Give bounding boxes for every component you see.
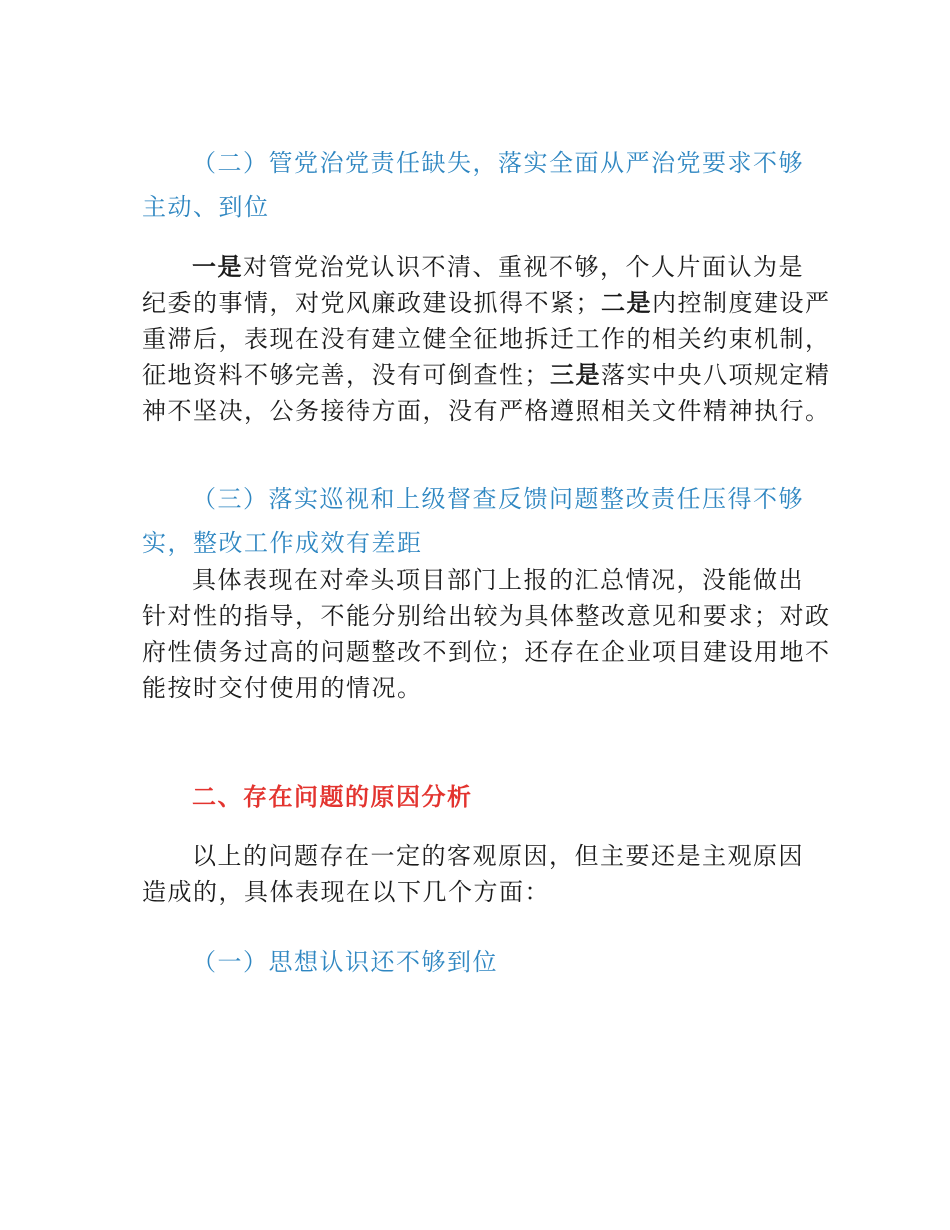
paragraph-2-line2-text-b: 内控制度建设严 [652, 289, 831, 317]
bold-marker-2: 二是 [601, 289, 652, 317]
subheading-1b: （一）思想认识还不够到位 [192, 948, 498, 976]
subheading-3-line1: （三）落实巡视和上级督查反馈问题整改责任压得不够 [192, 485, 804, 513]
section-heading-2: 二、存在问题的原因分析 [192, 783, 473, 811]
paragraph-2-line1 [142, 249, 812, 285]
paragraph-2-line5: 神不坚决，公务接待方面，没有严格遵照相关文件精神执行。 [142, 397, 831, 425]
paragraph-intro-line1: 以上的问题存在一定的客观原因，但主要还是主观原因 [192, 842, 804, 870]
paragraph-3-line2: 针对性的指导，不能分别给出较为具体整改意见和要求；对政 [142, 602, 831, 630]
paragraph-2-line4-text-a: 征地资料不够完善，没有可倒查性； [142, 361, 550, 389]
bold-marker-1: 一是 [192, 253, 243, 281]
paragraph-intro-line2: 造成的，具体表现在以下几个方面： [142, 878, 550, 906]
paragraph-2-line2-text-a: 纪委的事情，对党风廉政建设抓得不紧； [142, 289, 601, 317]
paragraph-2-line4-text-b: 落实中央八项规定精 [601, 361, 831, 389]
bold-marker-3: 三是 [550, 361, 601, 389]
paragraph-2-line2 [142, 285, 831, 321]
paragraph-2-line1-text: 对管党治党认识不清、重视不够，个人片面认为是 [243, 253, 804, 281]
subheading-3-line2: 实，整改工作成效有差距 [142, 529, 423, 557]
paragraph-3-line4: 能按时交付使用的情况。 [142, 674, 423, 702]
paragraph-intro [142, 838, 812, 910]
paragraph-3-line1: 具体表现在对牵头项目部门上报的汇总情况，没能做出 [192, 566, 804, 594]
paragraph-2 [142, 249, 831, 429]
paragraph-3-line3: 府性债务过高的问题整改不到位；还存在企业项目建设用地不 [142, 638, 831, 666]
subheading-2 [142, 145, 812, 225]
paragraph-3 [142, 562, 831, 706]
subheading-2-line1: （二）管党治党责任缺失，落实全面从严治党要求不够 [192, 149, 804, 177]
subheading-2-line2: 主动、到位 [142, 193, 270, 221]
subheading-3 [142, 481, 812, 561]
paragraph-2-line4 [142, 357, 831, 393]
paragraph-2-line3: 重滞后，表现在没有建立健全征地拆迁工作的相关约束机制， [142, 325, 831, 353]
